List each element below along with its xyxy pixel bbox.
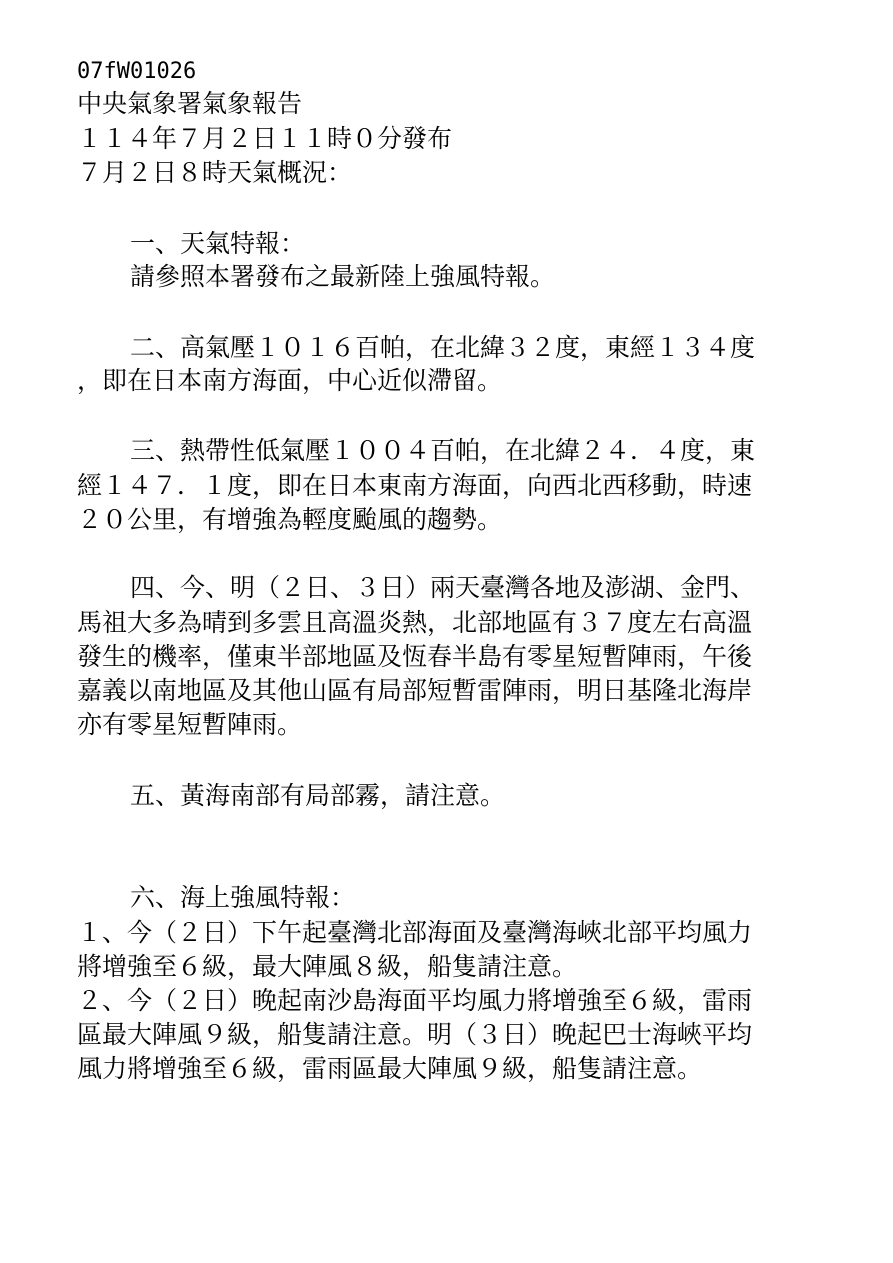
section-6-heading: 六、海上強風特報： (130, 883, 356, 912)
section-4-line-4: 嘉義以南地區及其他山區有局部短暫雷陣雨，明日基隆北海岸 (77, 676, 753, 705)
overview-time: ７月２日８時天氣概況： (77, 158, 353, 187)
section-3-line-3: ２０公里，有增強為輕度颱風的趨勢。 (77, 505, 503, 534)
section-6-line-4: 區最大陣風９級，船隻請注意。明（３日）晚起巴士海峽平均 (77, 1020, 753, 1049)
issue-time: １１４年７月２日１１時０分發布 (77, 124, 453, 153)
section-6-line-3: ２、今（２日）晚起南沙島海面平均風力將增強至６級，雷雨 (77, 986, 753, 1015)
section-6-line-2: 將增強至６級，最大陣風８級，船隻請注意。 (77, 952, 578, 981)
agency-title: 中央氣象署氣象報告 (77, 89, 303, 118)
section-5-line-1: 五、黃海南部有局部霧，請注意。 (130, 781, 506, 810)
document-code: 07fW01026 (77, 59, 197, 84)
section-2-line-1: 二、高氣壓１０１６百帕，在北緯３２度，東經１３４度 (130, 333, 756, 362)
section-1-heading: 一、天氣特報： (130, 229, 306, 258)
section-1-line-1: 請參照本署發布之最新陸上強風特報。 (130, 262, 556, 291)
section-4-line-5: 亦有零星短暫陣雨。 (77, 710, 303, 739)
section-2-line-2: ，即在日本南方海面，中心近似滯留。 (77, 366, 503, 395)
section-3-line-1: 三、熱帶性低氣壓１００４百帕，在北緯２４．４度，東 (130, 436, 756, 465)
section-4-line-1: 四、今、明（２日、３日）兩天臺灣各地及澎湖、金門、 (130, 573, 756, 602)
section-3-line-2: 經１４７．１度，即在日本東南方海面，向西北西移動，時速 (77, 471, 753, 500)
section-4-line-3: 發生的機率，僅東半部地區及恆春半島有零星短暫陣雨，午後 (77, 642, 753, 671)
section-6-line-1: １、今（２日）下午起臺灣北部海面及臺灣海峽北部平均風力 (77, 918, 753, 947)
section-4-line-2: 馬祖大多為晴到多雲且高溫炎熱，北部地區有３７度左右高溫 (77, 608, 753, 637)
section-6-line-5: 風力將增強至６級，雷雨區最大陣風９級，船隻請注意。 (77, 1054, 703, 1083)
